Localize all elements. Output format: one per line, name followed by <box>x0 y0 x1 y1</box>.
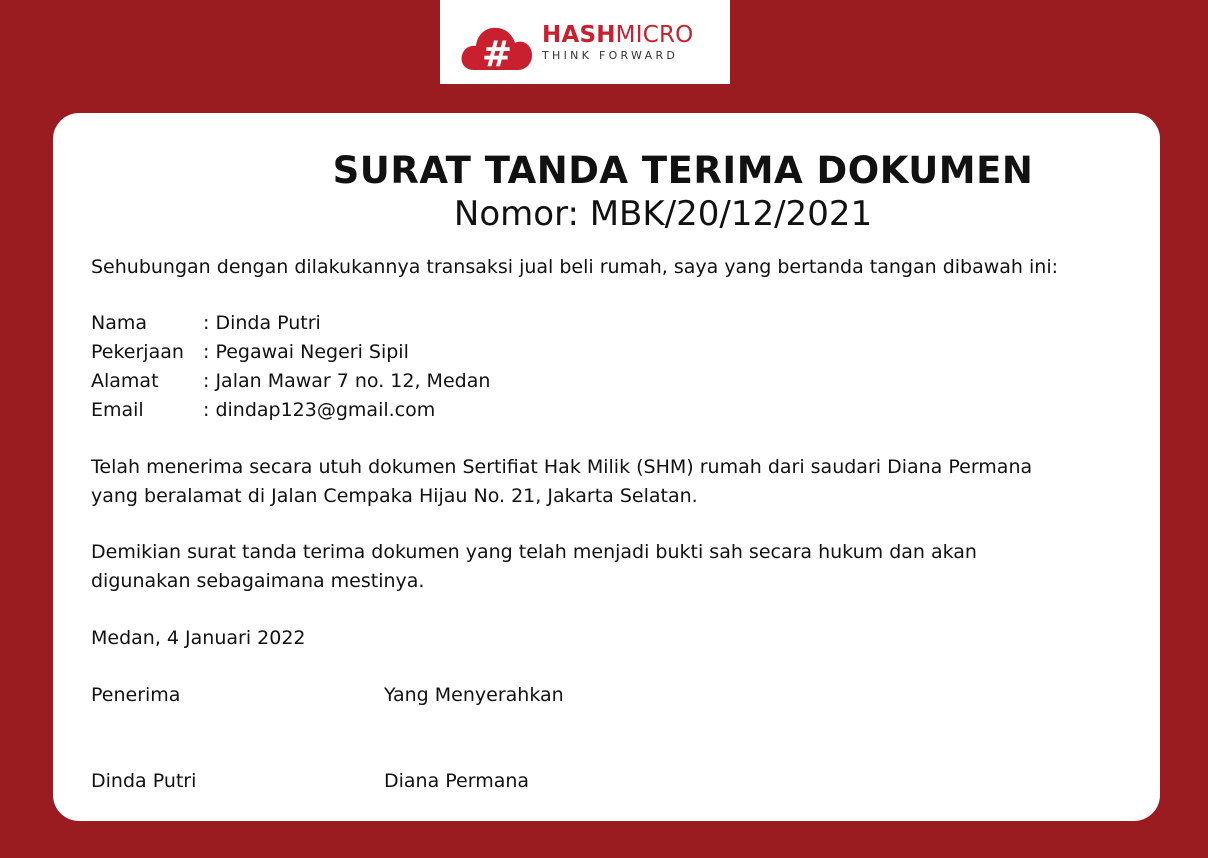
identity-fields <box>91 309 490 425</box>
closing-line-1: Demikian surat tanda terima dokumen yang telah menjadi bukti sah secara hukum dan akan <box>91 541 977 563</box>
closing-line-2: digunakan sebagaimana mestinya. <box>91 570 425 592</box>
brand-name-regular: MICRO <box>615 22 694 48</box>
company-logo <box>440 0 730 84</box>
field-row-alamat <box>91 367 490 396</box>
receiver-role: Penerima <box>91 684 181 706</box>
logo-wordmark <box>542 22 693 62</box>
field-row-email <box>91 396 490 425</box>
document-title: SURAT TANDA TERIMA DOKUMEN <box>332 149 1034 192</box>
receiver-name: Dinda Putri <box>91 770 197 792</box>
field-row-pekerjaan <box>91 338 490 367</box>
field-label: Pekerjaan <box>91 341 184 363</box>
field-value: : Pegawai Negeri Sipil <box>203 341 409 363</box>
field-value: : dindap123@gmail.com <box>203 399 436 421</box>
giver-role: Yang Menyerahkan <box>384 684 564 706</box>
statement-line-1: Telah menerima secara utuh dokumen Sertifiat Hak Milik (SHM) rumah dari saudari Diana Permana <box>91 456 1033 478</box>
field-label: Nama <box>91 312 148 334</box>
field-row-nama <box>91 309 490 338</box>
field-value: : Dinda Putri <box>203 312 321 334</box>
field-label: Email <box>91 399 144 421</box>
svg-text:#: # <box>481 34 513 72</box>
place-date: Medan, 4 Januari 2022 <box>91 627 306 649</box>
brand-name <box>542 22 693 48</box>
receipt-document-card <box>53 113 1160 821</box>
giver-name: Diana Permana <box>384 770 530 792</box>
document-number: Nomor: MBK/20/12/2021 <box>453 194 873 234</box>
field-value: : Jalan Mawar 7 no. 12, Medan <box>203 370 491 392</box>
intro-paragraph: Sehubungan dengan dilakukannya transaksi jual beli rumah, saya yang bertanda tangan dibawah ini: <box>91 256 1059 278</box>
brand-name-bold: HASH <box>542 22 616 48</box>
brand-tagline: THINK FORWARD <box>542 49 679 62</box>
cloud-hash-logo-icon <box>460 20 534 72</box>
field-label: Alamat <box>91 370 159 392</box>
statement-line-2: yang beralamat di Jalan Cempaka Hijau No. 21, Jakarta Selatan. <box>91 485 698 507</box>
